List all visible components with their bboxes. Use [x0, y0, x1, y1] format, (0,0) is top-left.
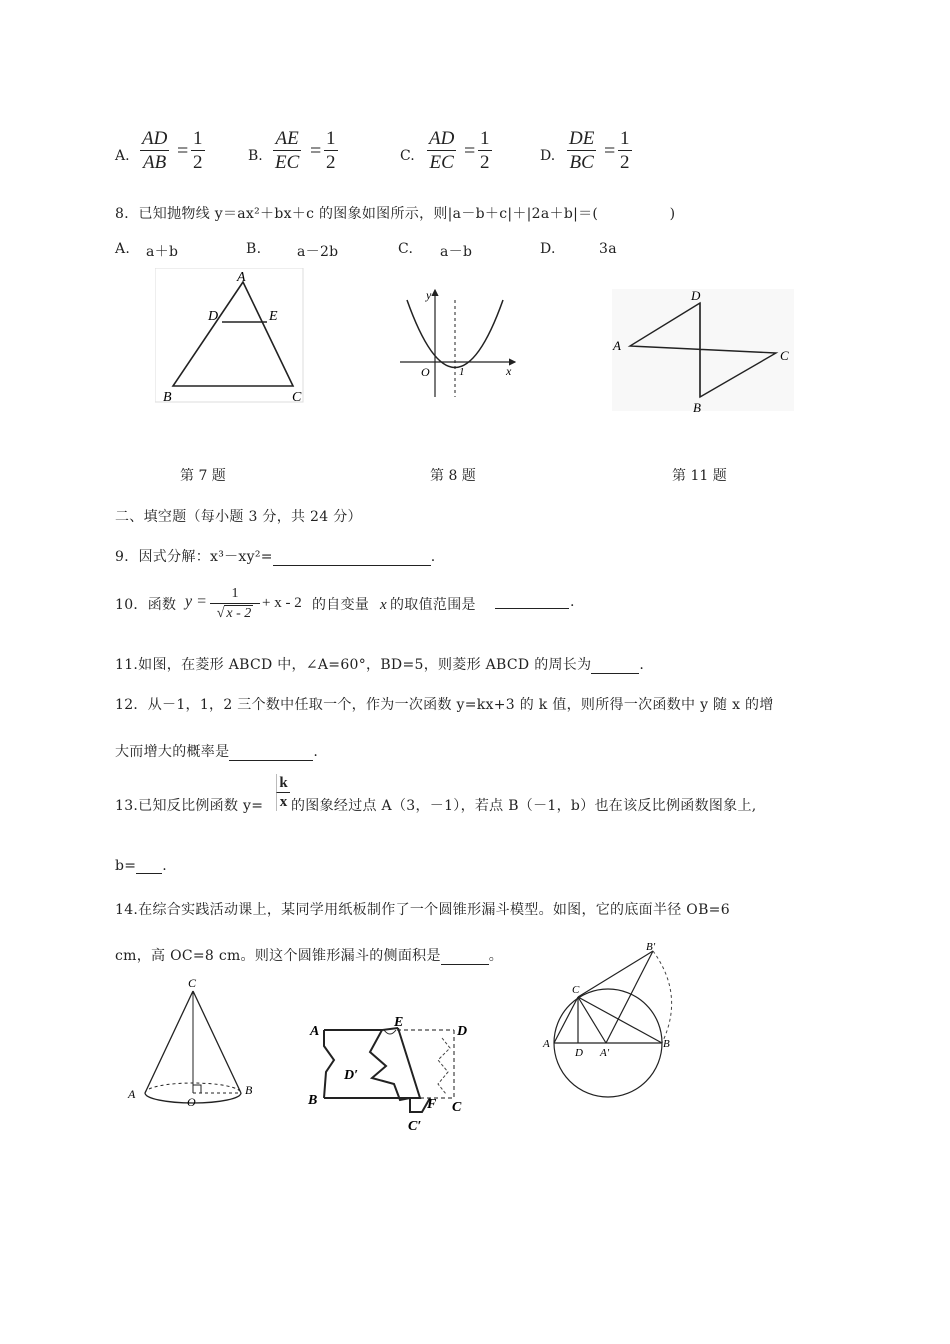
label-d: D	[691, 288, 701, 303]
option-b-denominator: EC	[275, 152, 300, 173]
q13-fraction	[276, 774, 290, 811]
question-13-prefix: 13.已知反比例函数 y=	[115, 798, 264, 814]
q10-denominator	[210, 604, 260, 624]
figure-cone	[125, 975, 265, 1110]
label-c: C	[292, 390, 302, 405]
caption-fig-7: 第 7 题	[180, 468, 226, 484]
label-e: E	[269, 309, 278, 324]
label-a-prime: A′	[600, 1047, 610, 1059]
question-9-text: 9．因式分解：x³－xy²=	[115, 549, 273, 565]
q8-option-b-value: a－2b	[297, 244, 339, 260]
question-10-prefix: 10．函数	[115, 597, 177, 613]
option-b-fraction	[273, 128, 301, 175]
label-b: B	[663, 1038, 670, 1050]
right-angle-mark	[193, 1085, 201, 1093]
question-14-blank	[441, 950, 489, 965]
label-a: A	[613, 338, 621, 353]
q8-option-b-label: B.	[246, 241, 262, 257]
option-d-equals: =	[604, 140, 616, 162]
option-b-equals: =	[310, 140, 322, 162]
option-a-half	[191, 128, 205, 175]
question-13-suffix: 的图象经过点 A（3，－1），若点 B（－1，b）也在该反比例函数图象上,	[291, 798, 757, 814]
option-b-half-den: 2	[326, 152, 336, 173]
angle-arc-e	[384, 1030, 396, 1034]
label-b: B	[308, 1093, 318, 1108]
q10-tail: + x - 2	[262, 595, 302, 611]
option-d-half	[618, 128, 632, 175]
q10-fraction	[210, 585, 260, 624]
cone-edge-left	[145, 991, 193, 1093]
label-c: C	[452, 1100, 462, 1115]
question-13-end: .	[162, 858, 168, 874]
figure-11-rhombus	[608, 285, 798, 415]
option-c-half	[478, 128, 492, 175]
question-14-line-2	[115, 945, 503, 965]
option-c-numerator: AD	[429, 128, 455, 149]
question-9-blank	[273, 551, 431, 566]
q8-option-a-label: A.	[115, 241, 131, 257]
question-13-b: b=	[115, 858, 137, 874]
sqrt-symbol: √	[216, 606, 225, 621]
question-14-end: 。	[488, 948, 504, 964]
label-c: C	[780, 348, 789, 363]
figure-circle-rotation	[540, 940, 700, 1100]
option-a-denominator: AB	[143, 152, 167, 173]
torn-dashed-edge	[438, 1038, 450, 1094]
folded-flap	[370, 1028, 410, 1100]
option-a-label: A.	[115, 148, 130, 164]
option-c-equals: =	[464, 140, 476, 162]
label-x: x	[506, 364, 512, 378]
question-11-blank	[591, 659, 639, 674]
q10-radicand: x - 2	[226, 606, 252, 621]
label-a: A	[128, 1087, 136, 1101]
segment-ca	[554, 997, 578, 1043]
option-c-half-num: 1	[480, 128, 490, 149]
question-11-text: 11.如图，在菱形 ABCD 中，∠A=60°，BD=5，则菱形 ABCD 的周长为	[115, 657, 592, 673]
label-b: B	[245, 1083, 253, 1097]
option-c-denominator: EC	[429, 152, 454, 173]
option-d-half-num: 1	[620, 128, 630, 149]
option-b-numerator: AE	[273, 128, 301, 151]
q10-y-equals: y =	[185, 593, 207, 610]
option-c-half-den: 2	[480, 152, 490, 173]
label-d: D	[457, 1024, 468, 1039]
option-b-half	[324, 128, 338, 175]
label-d: D	[208, 309, 219, 324]
q8-option-c-label: C.	[398, 241, 414, 257]
q10-end: .	[570, 594, 575, 610]
section-2-title: 二、填空题（每小题 3 分，共 24 分）	[115, 509, 362, 525]
q10-variable: x	[380, 597, 387, 613]
rotation-arc	[653, 951, 672, 1043]
option-b-half-num: 1	[326, 128, 336, 149]
question-9	[115, 546, 436, 566]
label-e: E	[394, 1015, 404, 1030]
label-origin: O	[421, 365, 430, 379]
label-one: 1	[459, 366, 465, 378]
question-14-line-1: 14.在综合实践活动课上，某同学用纸板制作了一个圆锥形漏斗模型。如图，它的底面半径 OB=6	[115, 902, 730, 918]
label-c-prime: C′	[408, 1119, 422, 1134]
label-b-prime: B′	[646, 941, 656, 953]
question-9-end: .	[430, 549, 436, 565]
question-14-text: cm，高 OC=8 cm。则这个圆锥形漏斗的侧面积是	[115, 948, 441, 964]
question-12-blank	[229, 746, 313, 761]
question-13-blank	[136, 859, 162, 874]
question-10-blank	[495, 594, 569, 609]
label-o: O	[187, 1095, 196, 1109]
label-a: A	[310, 1024, 320, 1039]
option-a-fraction	[140, 128, 169, 175]
option-a-equals: =	[177, 140, 189, 162]
question-11	[115, 654, 644, 674]
label-b: B	[693, 400, 701, 415]
q8-option-c-value: a－b	[440, 244, 473, 260]
option-c-fraction	[427, 128, 456, 175]
question-12-line-1: 12．从－1，1，2 三个数中任取一个，作为一次函数 y=kx+3 的 k 值，则所得一次函数中 y 随 x 的增	[115, 697, 774, 713]
label-c: C	[572, 984, 580, 996]
q10-after2: 的取值范围是	[390, 597, 476, 613]
figure-7-triangle	[155, 268, 315, 408]
caption-fig-8: 第 8 题	[430, 468, 476, 484]
parabola-curve	[407, 300, 503, 368]
label-b: B	[163, 390, 172, 405]
segment-ca-prime	[578, 997, 606, 1043]
option-d-half-den: 2	[620, 152, 630, 173]
q13-denominator: x	[276, 793, 290, 811]
caption-fig-11: 第 11 题	[672, 468, 727, 484]
option-c-label: C.	[400, 148, 415, 164]
question-12-end: .	[313, 744, 319, 760]
label-d-prime: D′	[344, 1068, 359, 1083]
option-a-half-num: 1	[193, 128, 203, 149]
label-a: A	[543, 1038, 550, 1050]
question-12-line-2	[115, 741, 318, 761]
question-13-line-2	[115, 858, 167, 874]
label-d: D	[575, 1047, 583, 1059]
question-12-text: 大而增大的概率是	[115, 744, 230, 760]
option-d-label: D.	[540, 148, 556, 164]
label-y: y	[426, 288, 432, 302]
q13-numerator: k	[276, 774, 290, 793]
question-8-text: 8．已知抛物线 y＝ax²＋bx＋c 的图象如图所示，则|a－b＋c|＋|2a＋b|＝( )	[115, 206, 676, 222]
q10-numerator: 1	[210, 585, 260, 604]
q8-option-a-value: a＋b	[146, 244, 179, 260]
figure-folded-rectangle	[302, 1008, 482, 1136]
q8-option-d-value: 3a	[599, 241, 617, 257]
option-b-label: B.	[248, 148, 263, 164]
q8-option-d-label: D.	[540, 241, 556, 257]
q10-after: 的自变量	[312, 597, 370, 613]
label-c: C	[188, 976, 197, 990]
figure-8-parabola	[395, 285, 525, 405]
question-11-end: .	[639, 657, 645, 673]
option-d-numerator: DE	[569, 128, 595, 149]
option-a-numerator: AD	[142, 128, 168, 149]
label-a: A	[237, 270, 246, 285]
option-d-denominator: BC	[569, 152, 594, 173]
fig7-frame	[155, 268, 303, 402]
segment-cb	[578, 997, 662, 1043]
option-a-half-den: 2	[193, 152, 203, 173]
edge-ab-torn	[324, 1030, 334, 1098]
label-f: F	[427, 1097, 437, 1112]
triangle-abc	[173, 282, 293, 386]
cone-edge-right	[193, 991, 241, 1093]
option-d-fraction	[567, 128, 596, 175]
